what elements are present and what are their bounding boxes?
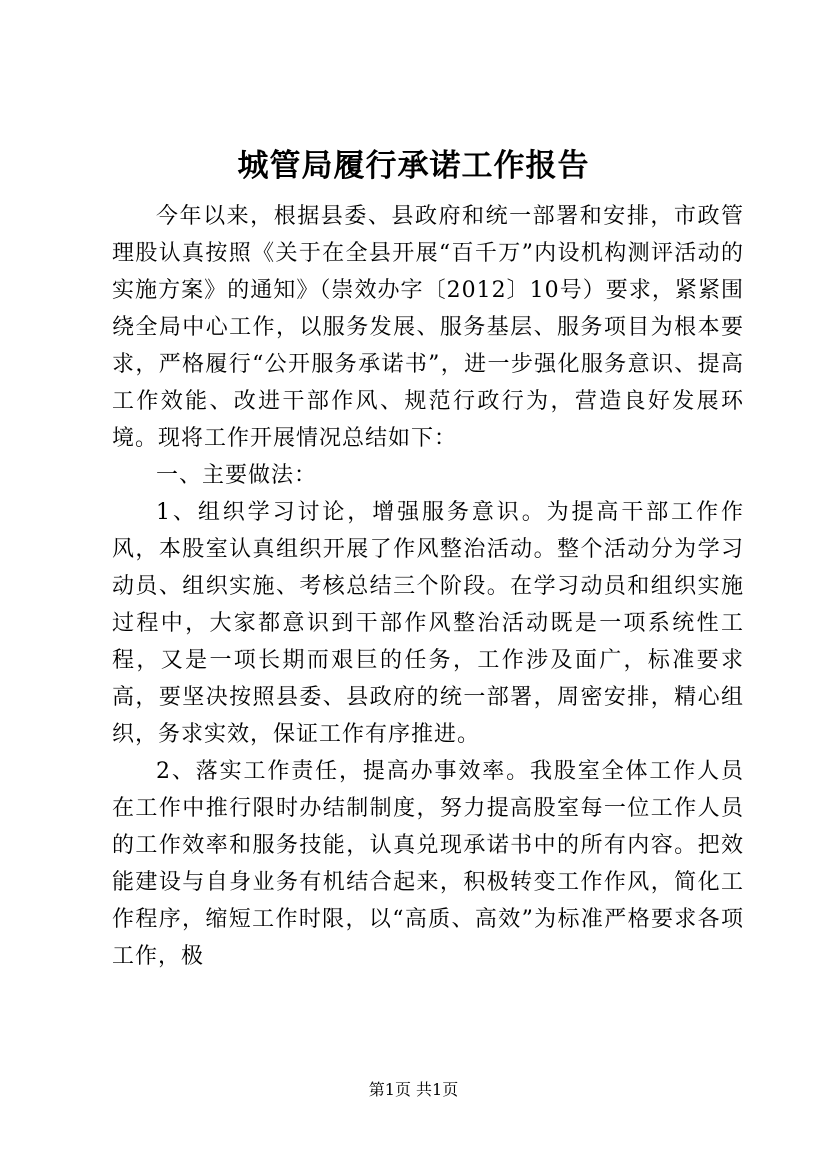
paragraph-intro: 今年以来，根据县委、县政府和统一部署和安排，市政管理股认真按照《关于在全县开展“百千万”内设机构测评活动的实施方案》的通知》（崇效办字〔2012〕10号）要求，紧紧围绕全局中心工作，以服务发展、服务基层、服务项目为根本要求，严格履行“公开服务承诺书”，进一步强化服务意识、提高工作效能、改进干部作风、规范行政行为，营造良好发展环境。现将工作开展情况总结如下：	[112, 204, 744, 451]
paragraph-item-1: 1、组织学习讨论，增强服务意识。为提高干部工作作风，本股室认真组织开展了作风整治活动。整个活动分为学习动员、组织实施、考核总结三个阶段。在学习动员和组织实施过程中，大家都意识到干部作风整治活动既是一项系统性工程，又是一项长期而艰巨的任务，工作涉及面广，标准要求高，要坚决按照县委、县政府的统一部署，周密安排，精心组织，务求实效，保证工作有序推进。	[112, 500, 744, 747]
section-heading-main-practices: 一、主要做法：	[156, 463, 318, 488]
document-title: 城管局履行承诺工作报告	[237, 148, 590, 184]
document-body	[112, 198, 744, 975]
page-number-footer: 第1页 共1页	[368, 1080, 459, 1099]
paragraph-item-2: 2、落实工作责任，提高办事效率。我股室全体工作人员在工作中推行限时办结制制度，努力提高股室每一位工作人员的工作效率和服务技能，认真兑现承诺书中的所有内容。把效能建设与自身业务有机结合起来，积极转变工作作风，简化工作程序，缩短工作时限，以“高质、高效”为标准严格要求各项工作，极	[112, 759, 744, 969]
